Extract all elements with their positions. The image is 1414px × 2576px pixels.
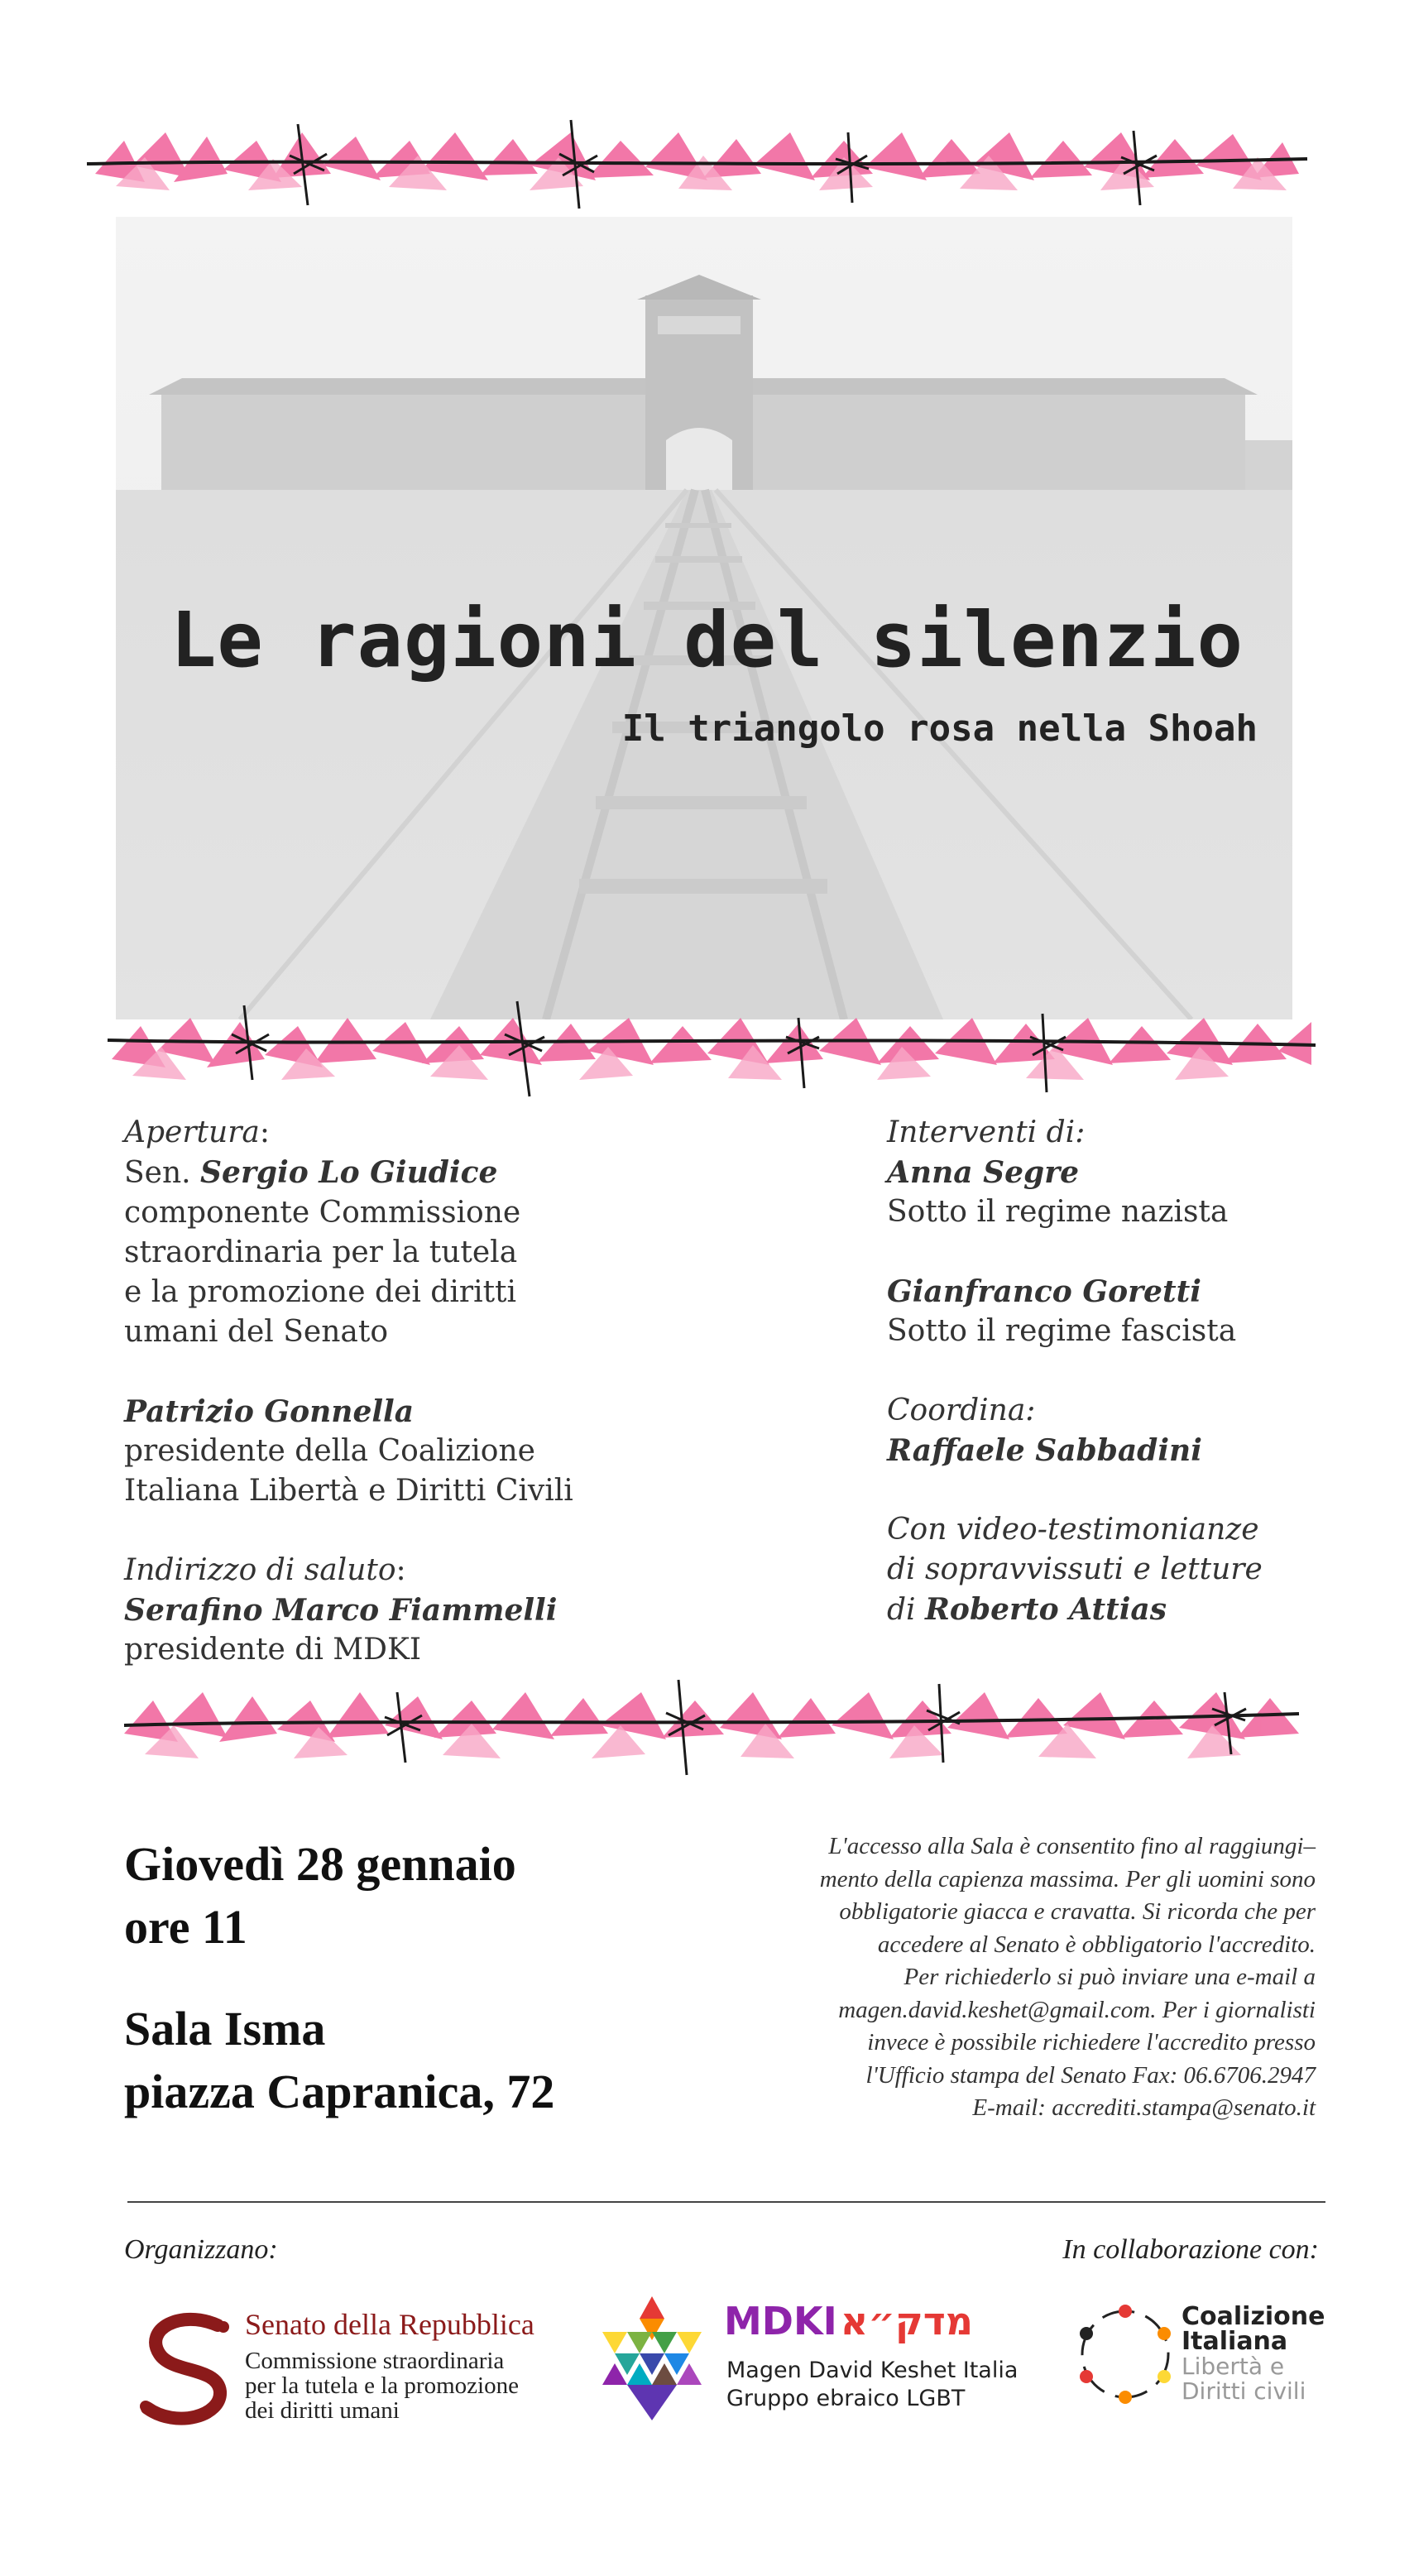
talk1-topic: Sotto il regime nazista [887,1195,1229,1229]
closing-line: di sopravvissuti e letture [887,1552,1263,1586]
access-notice: L'accesso alla Sala è consentito fino al raggiungi– mento della capienza massima. Per gli uomini sono obbligatorie giacca e cravatta. Si ricorda che per accedere al Senato è obbligatorio l'accredito. Per richiederlo si può inviare una e-mail a magen.david.keshet@gmail.com. Per i giornalisti invece è possibile richiedere l'accredito presso l'Ufficio stampa del Senato Fax: 06.6706.2947 E-mail: accrediti.stampa@senato.it [678,1830,1316,2125]
greeting-label: Indirizzo di saluto [124,1553,396,1587]
speaker2-role-line: Italiana Libertà e Diritti Civili [124,1474,573,1508]
talk1-speaker: Anna Segre [887,1155,1080,1190]
mdki-description: Magen David Keshet Italia Gruppo ebraico LGBT [726,2358,1019,2411]
coalizione-wordmark: Coalizione Italiana Libertà e Diritti civili [1182,2302,1325,2405]
event-where [124,1998,703,2123]
moderator-name: Raffaele Sabbadini [887,1433,1202,1468]
talk2-topic: Sotto il regime fascista [887,1314,1237,1348]
event-address: piazza Capranica, 72 [124,2065,555,2118]
senato-logo-icon [131,2309,247,2433]
mdki-hebrew: מדק״א [840,2299,974,2343]
rainbow-star-icon [594,2292,710,2425]
opening-role-line: umani del Senato [124,1315,388,1349]
closing-line: Con video-testimonianze [887,1513,1259,1547]
moderator-label: Coordina: [887,1394,1036,1427]
greeting-role: presidente di MDKI [124,1633,422,1667]
event-when [124,1833,703,1959]
event-subtitle: Il triangolo rosa nella Shoah [621,708,1258,750]
footer-divider [127,2201,1325,2203]
mdki-wordmark [724,2299,973,2343]
press-email: E-mail: accrediti.stampa@senato.it [972,2094,1316,2121]
closing-reader-name: Roberto Attias [925,1592,1167,1627]
opening-label: Apertura [124,1115,260,1149]
event-title: Le ragioni del silenzio [170,596,1244,684]
senato-name: Senato della Repubblica [245,2308,534,2341]
opening-role-line: componente Commissione [124,1196,521,1230]
talk2-speaker: Gianfranco Goretti [887,1274,1201,1309]
speaker2-role-line: presidente della Coalizione [124,1434,535,1468]
opening-role-line: e la promozione dei diritti [124,1275,517,1309]
greeting-speaker-name: Serafino Marco Fiammelli [124,1593,558,1628]
program-right-column: Interventi di: Anna Segre Sotto il regime nazista Gianfranco Goretti Sotto il regime fascista Coordina: Raffaele Sabbadini Con video-testimonianze di sopravvissuti e letture di Roberto Attias [887,1113,1383,1630]
mdki-latin: MDKI [724,2299,837,2343]
opening-speaker-name: Sergio Lo Giudice [200,1155,498,1190]
senato-description: Commissione straordinaria per la tutela e la promozione dei diritti umani [245,2348,519,2424]
event-time: ore 11 [124,1900,247,1954]
barbed-wire-middle [0,989,1414,1101]
program-left-column: Apertura: Sen. Sergio Lo Giudice componente Commissione straordinaria per la tutela e la promozione dei diritti umani del Senato Patrizio Gonnella presidente della Coalizione Italiana Libertà e Diritti Civili Indirizzo di saluto: Serafino Marco Fiammelli presidente di MDKI [124,1113,803,1670]
barbed-wire-top [0,108,1414,215]
event-venue: Sala Isma [124,2002,326,2056]
contact-email: magen.david.keshet@gmail.com. Per i giornalisti [838,1996,1316,2023]
barbed-wire-bottom [0,1659,1414,1783]
coalizione-ring-icon [1067,2296,1183,2412]
collaboration-label: In collaborazione con: [1062,2234,1319,2265]
event-date: Giovedì 28 gennaio [124,1837,516,1891]
organizers-label: Organizzano: [124,2234,278,2265]
speaker2-name: Patrizio Gonnella [124,1394,415,1429]
talks-label: Interventi di: [887,1115,1086,1149]
opening-role-line: straordinaria per la tutela [124,1235,518,1269]
